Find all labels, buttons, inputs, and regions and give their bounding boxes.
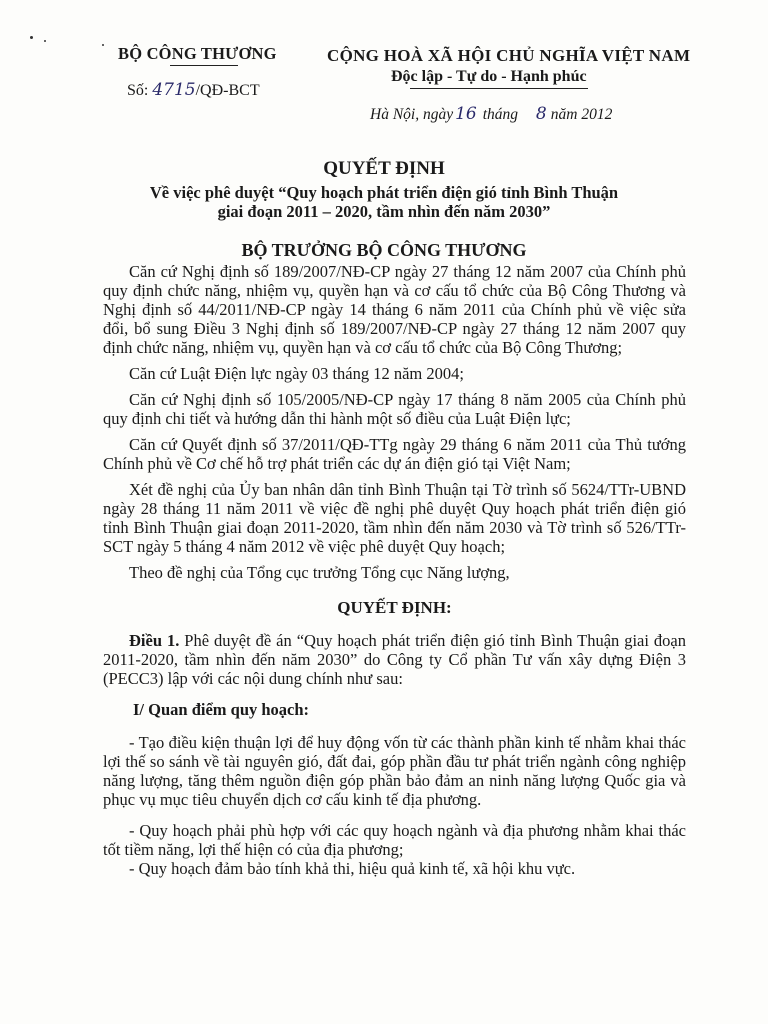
preamble-paragraph: Theo đề nghị của Tổng cục trưởng Tổng cục Năng lượng, bbox=[129, 563, 510, 582]
preamble-paragraph: Căn cứ Luật Điện lực ngày 03 tháng 12 năm 2004; bbox=[129, 364, 464, 383]
nation-title: CỘNG HOÀ XÃ HỘI CHỦ NGHĨA VIỆT NAM bbox=[327, 46, 691, 65]
bullet-item: - Tạo điều kiện thuận lợi để huy động vốn từ các thành phần kinh tế nhằm khai thác lợi thế so sánh về tài nguyên gió, đất đai, góp phần đầu tư phát triển ngành công nghiệp năng lượng, tăng thêm nguồn điện góp phần bảo đảm an ninh năng lượng Quốc gia và phục vụ mục tiêu chuyển dịch cơ cấu kinh tế địa phương. bbox=[103, 733, 686, 809]
preamble-paragraph: Căn cứ Nghị định số 189/2007/NĐ-CP ngày 27 tháng 12 năm 2007 của Chính phủ quy định chức năng, nhiệm vụ, quyền hạn và cơ cấu tổ chức của Bộ Công Thương và Nghị định số 44/2011/NĐ-CP ngày 14 tháng 6 năm 2011 của Chính phủ về việc sửa đổi, bổ sung Điều 3 Nghị định số 189/2007/NĐ-CP ngày 27 tháng 12 năm 2007 quy định chức năng, nhiệm vụ, quyền hạn và cơ cấu tổ chức của Bộ Công Thương; bbox=[103, 262, 686, 357]
number-label: Số: bbox=[127, 82, 149, 99]
number-handwritten: 4715 bbox=[152, 80, 196, 100]
document-title: QUYẾT ĐỊNH bbox=[323, 158, 445, 179]
date-month-label: tháng bbox=[482, 106, 519, 123]
subtitle-line: giai đoạn 2011 – 2020, tầm nhìn đến năm 2030” bbox=[217, 202, 551, 221]
section-heading: I/ Quan điểm quy hoạch: bbox=[133, 700, 310, 719]
article-1-label: Điều 1. bbox=[129, 631, 180, 650]
ministry-name: BỘ CÔNG THƯƠNG bbox=[118, 44, 277, 63]
article-1 bbox=[103, 631, 686, 688]
preamble-paragraph: Xét đề nghị của Ủy ban nhân dân tỉnh Bình Thuận tại Tờ trình số 5624/TTr-UBND ngày 28 tháng 11 năm 2011 về việc đề nghị phê duyệt Quy hoạch phát triển điện gió tỉnh Bình Thuận giai đoạn 2011-2020, tầm nhìn đến năm 2030 và Tờ trình số 526/TTr-SCT ngày 5 tháng 4 năm 2012 về việc phê duyệt Quy hoạch; bbox=[103, 480, 686, 556]
document-subtitle bbox=[0, 183, 768, 221]
issuing-authority: BỘ TRƯỞNG BỘ CÔNG THƯƠNG bbox=[241, 240, 527, 260]
date-year: năm 2012 bbox=[550, 106, 613, 123]
article-1-text: Phê duyệt đề án “Quy hoạch phát triển điện gió tỉnh Bình Thuận giai đoạn 2011-2020, tầm nhìn đến năm 2030” do Công ty Cổ phần Tư vấn xây dựng Điện 3 (PECC3) lập với các nội dung chính như sau: bbox=[103, 631, 686, 688]
preamble-paragraph: Căn cứ Nghị định số 105/2005/NĐ-CP ngày 17 tháng 8 năm 2005 của Chính phủ quy định chi tiết và hướng dẫn thi hành một số điều của Luật Điện lực; bbox=[103, 390, 686, 428]
issue-date bbox=[370, 104, 612, 124]
motto-underline bbox=[410, 88, 588, 89]
bullet-item: - Quy hoạch đảm bảo tính khả thi, hiệu quả kinh tế, xã hội khu vực. bbox=[129, 859, 576, 878]
number-suffix: /QĐ-BCT bbox=[195, 82, 260, 99]
bullet-item: - Quy hoạch phải phù hợp với các quy hoạch ngành và địa phương nhằm khai thác tốt tiềm năng, lợi thế hiện có của địa phương; bbox=[103, 821, 686, 859]
scan-speck bbox=[102, 44, 104, 46]
document-body bbox=[103, 262, 686, 885]
ministry-underline bbox=[170, 65, 238, 66]
date-day: 16 bbox=[455, 104, 477, 124]
preamble-paragraph: Căn cứ Quyết định số 37/2011/QĐ-TTg ngày 29 tháng 6 năm 2011 của Thủ tướng Chính phủ về Cơ chế hỗ trợ phát triển các dự án điện gió tại Việt Nam; bbox=[103, 435, 686, 473]
scan-speck bbox=[44, 40, 46, 42]
date-month: 8 bbox=[535, 104, 547, 124]
scan-speck bbox=[30, 36, 33, 39]
date-place: Hà Nội, ngày bbox=[370, 106, 454, 123]
decision-heading: QUYẾT ĐỊNH: bbox=[337, 598, 452, 617]
subtitle-line: Về việc phê duyệt “Quy hoạch phát triển điện gió tỉnh Bình Thuận bbox=[149, 183, 619, 202]
national-motto: Độc lập - Tự do - Hạnh phúc bbox=[391, 68, 587, 85]
document-number bbox=[127, 80, 260, 100]
